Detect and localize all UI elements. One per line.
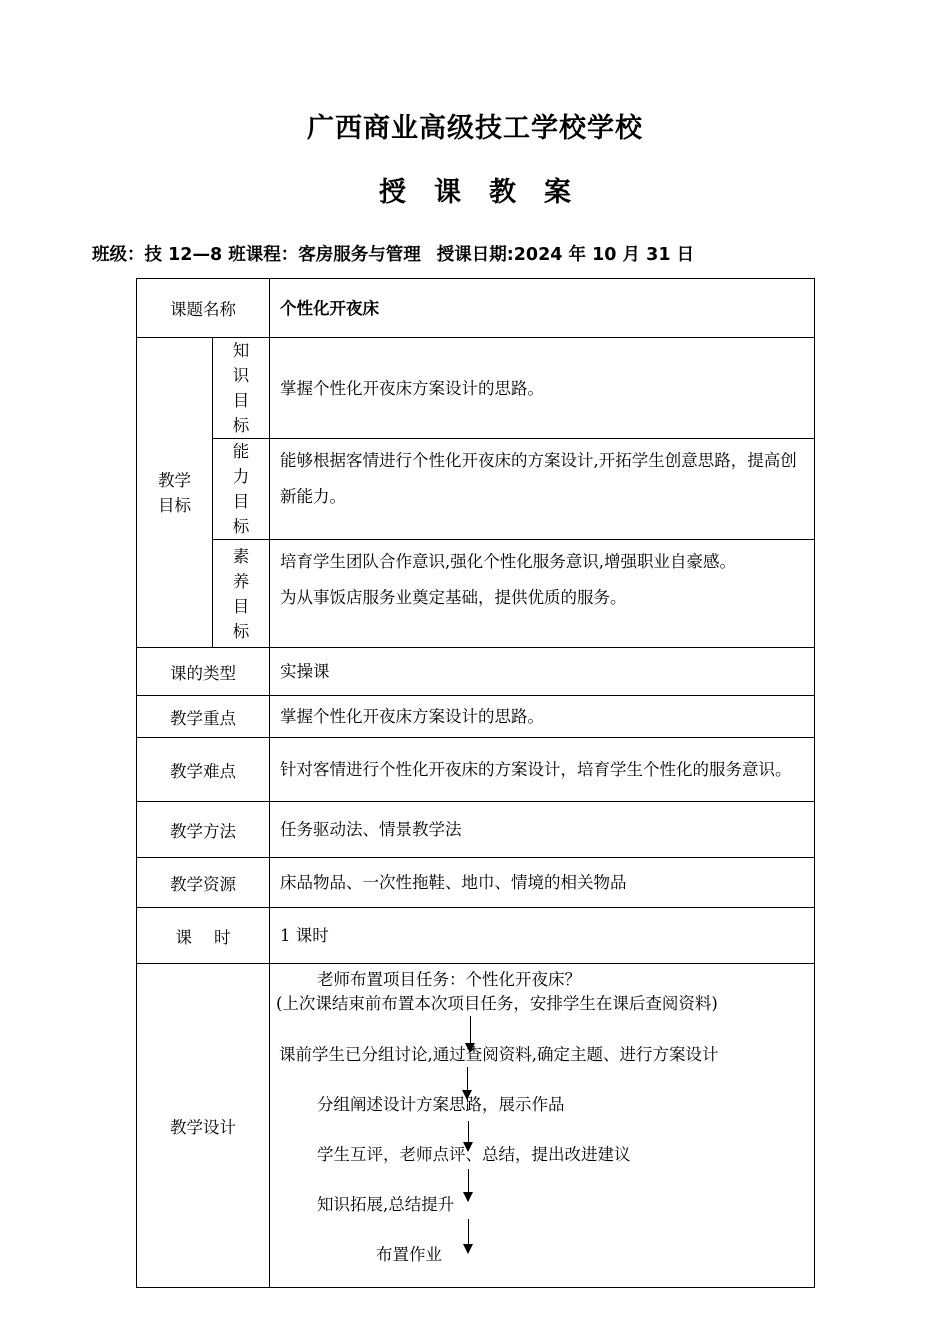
document-title: 授课教案 (379, 177, 599, 208)
lesson-plan-table (136, 278, 815, 1288)
topic-label: 课题名称 (137, 279, 270, 338)
class-info-line (92, 241, 694, 266)
table-row (137, 279, 815, 338)
row-label: 教学重点 (137, 696, 270, 738)
row-label: 教学资源 (137, 858, 270, 908)
design-step: 课前学生已分组讨论,通过查阅资料,确定主题、进行方案设计 (279, 1045, 719, 1064)
table-row (137, 858, 815, 908)
row-label: 课的类型 (137, 648, 270, 696)
objective-ability: 能够根据客情进行个性化开夜床的方案设计,开拓学生创意思路，提高创新能力。 (270, 439, 815, 540)
row-value: 床品物品、一次性拖鞋、地巾、情境的相关物品 (270, 858, 815, 908)
objective-sub-label: 素养目标 (213, 540, 270, 648)
course-info: 课程：客房服务与管理 (245, 245, 421, 265)
row-label: 教学难点 (137, 738, 270, 802)
table-row (137, 439, 815, 540)
row-value: 实操课 (270, 648, 815, 696)
design-step: (上次课结束前布置本次项目任务，安排学生在课后查阅资料) (276, 994, 718, 1013)
flow-arrow-icon (468, 1121, 469, 1151)
flow-arrow-icon (468, 1219, 469, 1253)
school-name: 广西商业高级技工学校学校 (307, 113, 643, 144)
design-label: 教学设计 (137, 964, 270, 1288)
row-value: 针对客情进行个性化开夜床的方案设计，培育学生个性化的服务意识。 (270, 738, 815, 802)
table-row (137, 964, 815, 1288)
row-value: 任务驱动法、情景教学法 (270, 802, 815, 858)
objective-knowledge: 掌握个性化开夜床方案设计的思路。 (270, 338, 815, 439)
row-label (137, 908, 270, 964)
table-row (137, 540, 815, 648)
class-info: 班级：技 12—8 班 (92, 245, 246, 265)
design-step: 学生互评，老师点评、总结，提出改进建议 (317, 1145, 631, 1164)
design-step: 老师布置项目任务：个性化开夜床？ (317, 970, 581, 989)
objective-literacy (270, 540, 815, 648)
class-hours-label: 课时 (175, 927, 253, 947)
flow-arrow-icon (470, 1016, 471, 1052)
design-step: 布置作业 (376, 1245, 442, 1264)
objective-literacy-line: 培育学生团队合作意识,强化个性化服务意识,增强职业自豪感。 (280, 552, 736, 571)
table-row (137, 908, 815, 964)
topic-value: 个性化开夜床 (270, 279, 815, 338)
objective-sub-label: 能力目标 (213, 439, 270, 540)
table-row (137, 696, 815, 738)
objective-literacy-line: 为从事饭店服务业奠定基础，提供优质的服务。 (280, 588, 627, 607)
table-row (137, 648, 815, 696)
table-row (137, 738, 815, 802)
flow-arrow-icon (467, 1067, 468, 1099)
design-step: 知识拓展,总结提升 (317, 1195, 455, 1214)
design-flow-cell (270, 964, 815, 1288)
objectives-label: 教学目标 (137, 338, 213, 648)
row-value: 掌握个性化开夜床方案设计的思路。 (270, 696, 815, 738)
row-value: 1 课时 (270, 908, 815, 964)
table-row (137, 338, 815, 439)
flow-arrow-icon (468, 1169, 469, 1201)
date-info: 授课日期:2024 年 10 月 31 日 (436, 245, 695, 265)
objective-sub-label: 知识目标 (213, 338, 270, 439)
design-flow (270, 964, 814, 1284)
table-row (137, 802, 815, 858)
design-step: 分组阐述设计方案思路，展示作品 (317, 1095, 565, 1114)
row-label: 教学方法 (137, 802, 270, 858)
